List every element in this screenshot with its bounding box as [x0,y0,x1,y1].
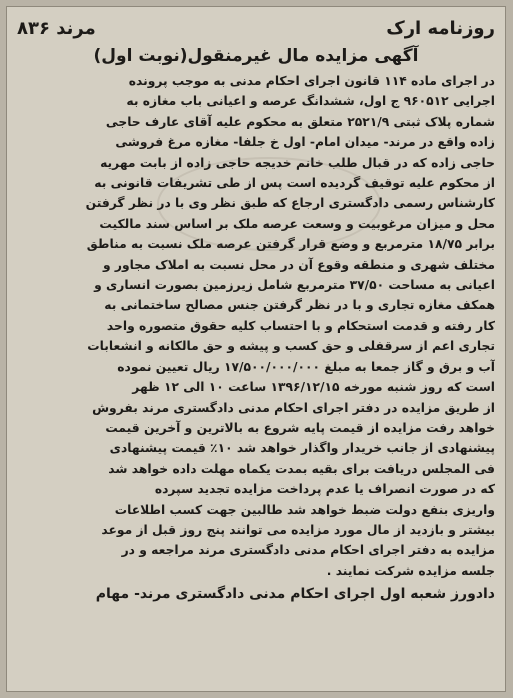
body-line: محل و میزان مرغوبیت و وسعت عرصه ملک بر اساس سند مالکیت [99,216,495,231]
body-line: کارشناس رسمی دادگستری ارجاع که طبق نظر وی با در نظر گرفتن [85,196,495,211]
notice-title [17,45,495,67]
body-line: تجاری اعم از سرقفلی و حق کسب و پیشه و حق مالکانه و انشعابات [87,339,495,354]
body-line: مزایده به دفتر اجرای احکام مدنی دادگستری مرند مراجعه و در [121,543,495,558]
body-line: فی المجلس دریافت برای بقیه بمدت یکماه مهلت داده خواهد شد [108,461,495,476]
body-line: شماره پلاک ثبتی ۲۵۲۱/۹ متعلق به محکوم علیه آقای عارف حاجی [105,114,495,129]
clipping-header [17,15,495,41]
body-line: مختلف شهری و منطقه وقوع آن در محل نسبت به املاک مجاور و [102,257,495,272]
notice-title-line1: آگهی مزایده مال غیرمنقول(نوبت اول) [93,46,419,66]
body-line: برابر ۱۸/۷۵ مترمربع و وضع قرار گرفتن عرصه ملک نسبت به مناطق [86,237,495,252]
body-line: خواهد رفت مزایده از قیمت پایه شروع به بالاترین و آخرین قیمت [105,420,495,435]
newspaper-clipping [6,6,506,692]
city-and-number: مرند ۸۳۶ [17,17,96,39]
body-line: پیشنهادی از جانب خریدار واگذار خواهد شد ۱۰٪ قیمت پیشنهادی [109,441,495,456]
body-line: کار رفته و قدمت استحکام و با احتساب کلیه حقوق متصوره واحد [106,318,495,333]
body-line: زاده واقع در مرند- میدان امام- اول خ جلفا- مغازه مرغ فروشی [115,135,495,150]
notice-body [17,71,495,581]
body-line: همکف مغازه تجاری و با در نظر گرفتن جنس مصالح ساختمانی به [104,298,495,313]
body-line: جلسه مزایده شرکت نمایند . [326,563,495,578]
body-line: حاجی زاده که در قبال طلب خانم خدیجه حاجی زاده از بابت مهریه [100,155,495,170]
body-line: که در صورت انصراف یا عدم پرداخت مزایده تجدید سپرده [154,482,495,497]
body-line: از طریق مزایده در دفتر اجرای احکام مدنی دادگستری مرند بفروش [92,400,495,415]
body-line: آب و برق و گاز جمعا به مبلغ ۱۷/۵۰۰/۰۰۰/۰۰۰ ریال تعیین نموده [117,359,495,374]
body-line: از محکوم علیه توقیف گردیده است پس از طی تشریفات قانونی به [94,176,495,191]
newspaper-name: روزنامه ارک [386,17,495,39]
body-line: است که روز شنبه مورخه ۱۳۹۶/۱۲/۱۵ ساعت ۱۰ الی ۱۲ ظهر [132,380,495,395]
body-line: بیشتر و بازدید از مال مورد مزایده می توانند پنج روز قبل از موعد [101,522,495,537]
body-line: در اجرای ماده ۱۱۴ قانون اجرای احکام مدنی به موجب پرونده [128,74,495,88]
notice-signature: دادورز شعبه اول اجرای احکام مدنی دادگستری مرند- مهام [95,586,495,603]
body-line: واریزی بنفع دولت ضبط خواهد شد طالبین جهت کسب اطلاعات [114,502,495,517]
body-line: اجرایی ۹۶۰۵۱۲ ج اول، ششدانگ عرصه و اعیانی باب مغازه به [126,94,495,109]
body-line: اعیانی به مساحت ۳۷/۵۰ مترمربع شامل زیرزمین بصورت انساری و [94,278,495,293]
